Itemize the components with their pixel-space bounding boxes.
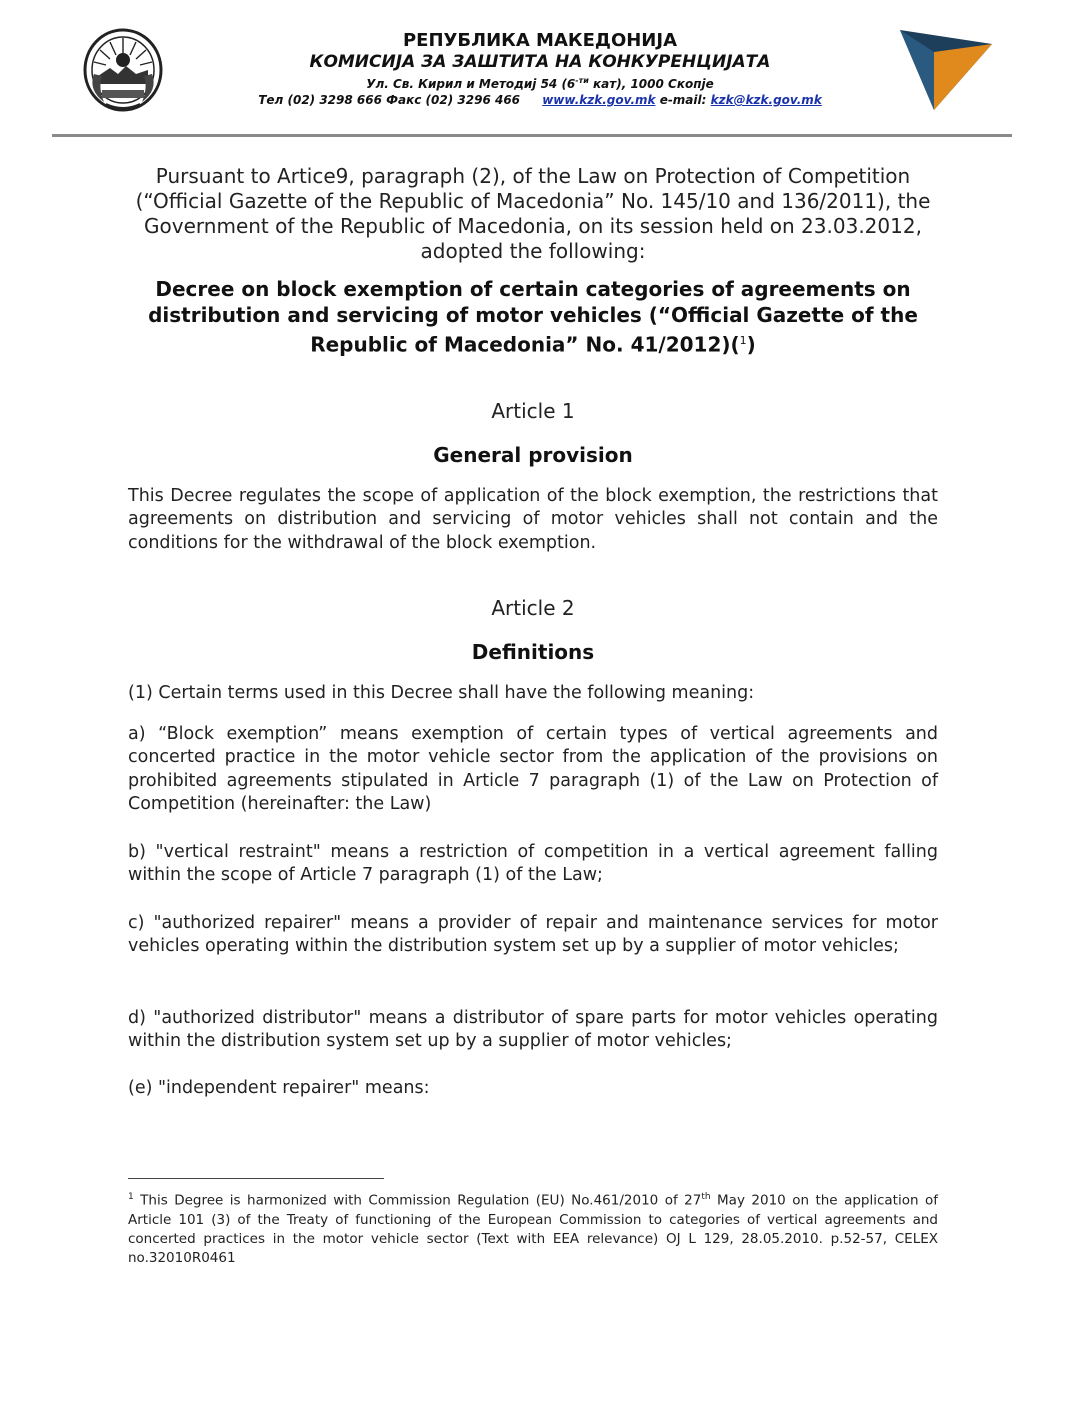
letterhead: [180, 30, 900, 109]
coat-of-arms-emblem: [80, 24, 166, 114]
article-2-number: Article 2: [491, 596, 575, 620]
email-label: e-mail:: [659, 93, 707, 107]
definition-e: (e) "independent repairer" means:: [128, 1078, 430, 1098]
letterhead-address: Ул. Св. Кирил и Методиј 54 ($6^{-ти}$ кат), 1000 Скопје: [366, 76, 714, 91]
decree-title: Decree on block exemption of certain categories of agreements on distribution and servicing of motor vehicles (“Official Gazette of the Republic of Macedonia” No. 41/2012)($^1$): [148, 277, 918, 357]
paragraph-1: (1) Certain terms used in this Decree shall have the following meaning:: [128, 683, 755, 703]
article-1-text: This Decree regulates the scope of application of the block exemption, the restrictions that agreements on distribution and servicing of motor vehicles shall not contain and the conditions for the withdrawal of the block exemption.: [128, 486, 938, 553]
website-link[interactable]: www.kzk.gov.mk: [542, 93, 656, 107]
letterhead-country: РЕПУБЛИКА МАКЕДОНИЈА: [402, 30, 678, 51]
definition-b: b) "vertical restraint" means a restriction of competition in a vertical agreement falling within the scope of Article 7 paragraph (1) of the Law;: [128, 842, 938, 886]
article-2-heading: Definitions: [471, 640, 595, 664]
email-link[interactable]: kzk@kzk.gov.mk: [710, 93, 822, 107]
article-1-heading: General provision: [433, 443, 633, 467]
footnote: $^1$ This Degree is harmonized with Commission Regulation (EU) No.461/2010 of 27th May 2010 on the application of Article 101 (3) of the Treaty of functioning of the European Commission to categories of vertical agreements and concerted practices in the motor vehicle sector (Text with EEA relevance) OJ L 129, 28.05.2010. p.52-57, CELEX no.32010R0461: [128, 1192, 938, 1266]
letterhead-commission: КОМИСИЈА ЗА ЗАШТИТА НА КОНКУРЕНЦИЈАТА: [309, 52, 771, 72]
commission-logo-icon: [894, 24, 998, 116]
definition-d: d) "authorized distributor" means a distributor of spare parts for motor vehicles operating within the distribution system set up by a supplier of motor vehicles;: [128, 1008, 938, 1052]
preamble: Pursuant to Artice9, paragraph (2), of the Law on Protection of Competition (“Official Gazette of the Republic of Macedonia” No. 145/10 and 136/2011), the Government of the Republic of Macedonia, on its session held on 23.03.2012, adopted the following:: [135, 164, 931, 263]
phone-fax: Тел (02) 3298 666 Факс (02) 3296 466: [258, 93, 521, 107]
article-1-number: Article 1: [491, 399, 575, 423]
definition-c: c) "authorized repairer" means a provider of repair and maintenance services for motor vehicles operating within the distribution system set up by a supplier of motor vehicles;: [128, 913, 938, 957]
letterhead-divider: [52, 134, 1012, 137]
letterhead-contacts: [180, 92, 900, 109]
definition-a: a) “Block exemption” means exemption of certain types of vertical agreements and concerted practice in the motor vehicle sector from the application of the provisions on prohibited agreements stipulated in Article 7 paragraph (1) of the Law on Protection of Competition (hereinafter: the Law): [128, 724, 938, 814]
footnote-divider: [128, 1178, 384, 1179]
footnote-ref[interactable]: 1: [739, 334, 747, 347]
footnote-marker: 1: [128, 1192, 134, 1202]
